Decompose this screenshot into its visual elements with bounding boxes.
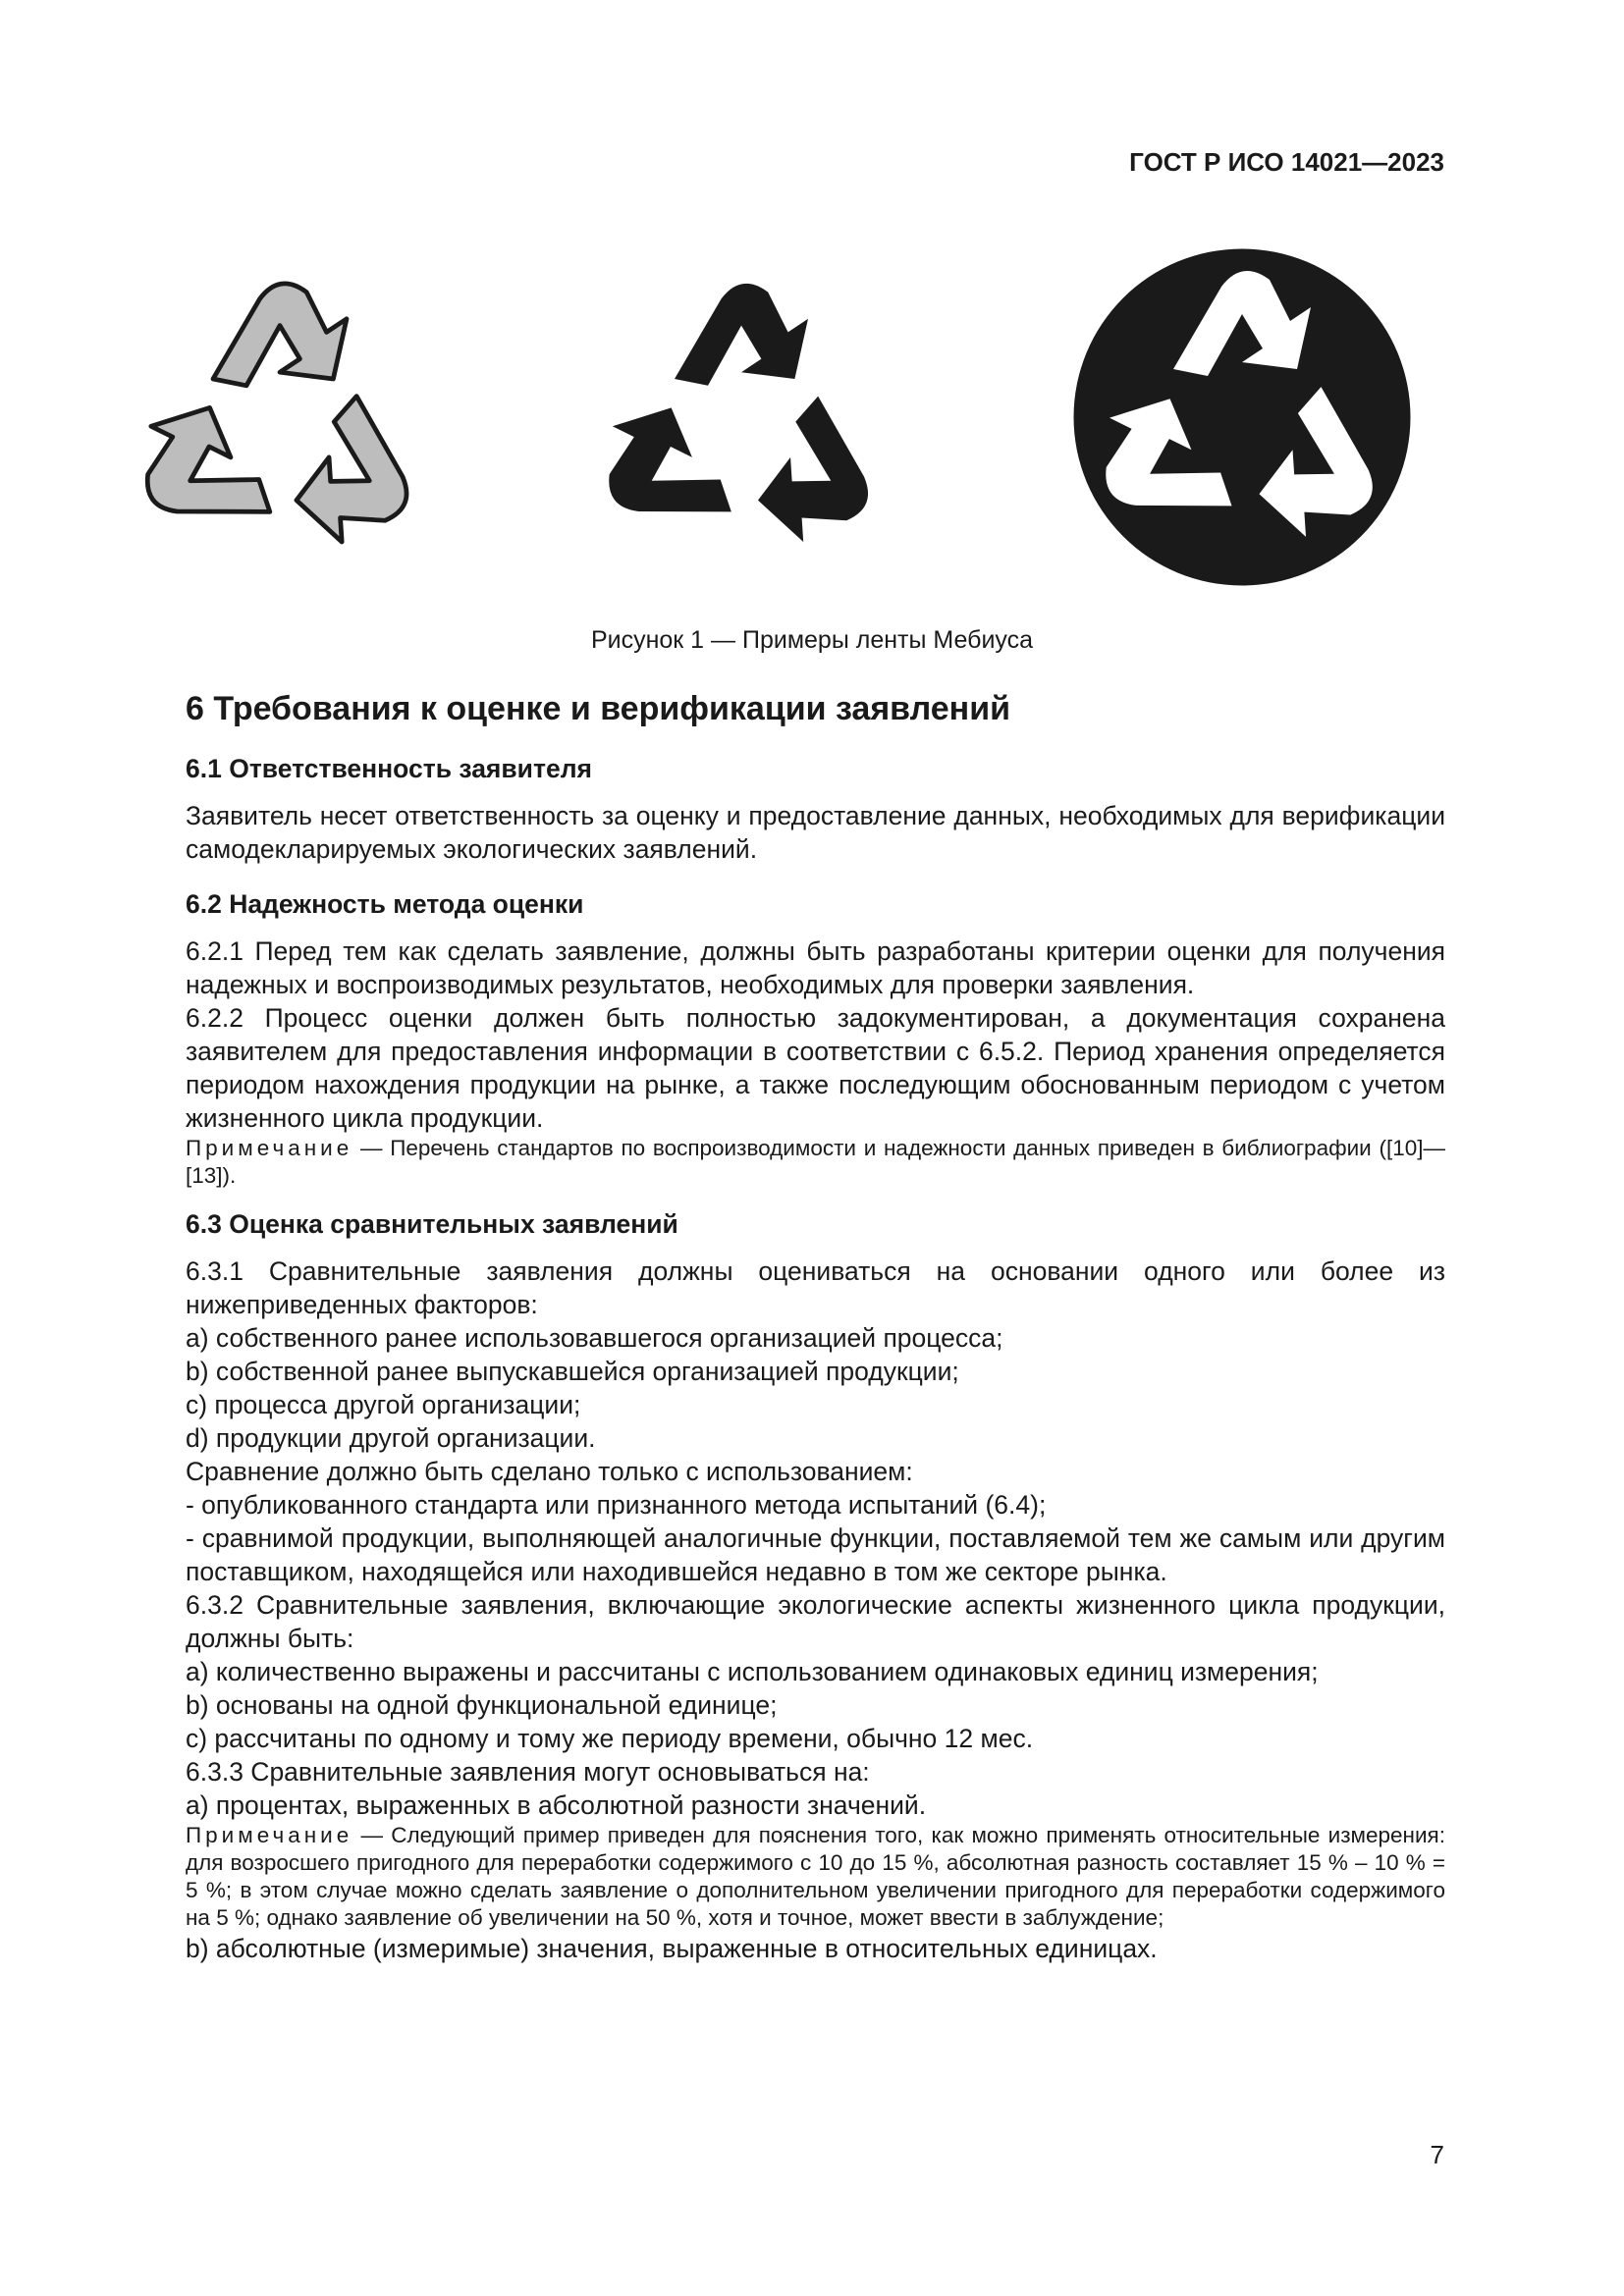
dash-item: - опубликованного стандарта или признанного метода испытаний (6.4); bbox=[186, 1490, 1047, 1520]
section-6-1-text: Заявитель несет ответственность за оценку и предоставление данных, необходимых для верификации самодекларируемых экологических заявлений. bbox=[186, 801, 1445, 864]
section-6-2-title: 6.2 Надежность метода оценки bbox=[186, 889, 584, 919]
recycle-solid-black-icon bbox=[574, 245, 908, 579]
list-item: c) рассчитаны по одному и тому же периоду времени, обычно 12 мес. bbox=[186, 1724, 1034, 1753]
list-item: b) основаны на одной функциональной единице; bbox=[186, 1690, 778, 1720]
dash-item: - сравнимой продукции, выполняющей аналогичные функции, поставляемой тем же самым или другим поставщиком, находящейся или находившейся недавно в том же секторе рынка. bbox=[186, 1523, 1445, 1586]
paragraph-6-2-2: 6.2.2 Процесс оценки должен быть полностью задокументирован, а документация сохранена заявителем для предоставления информации в соответствии с 6.5.2. Период хранения определяется периодом нахождения продукции на рынке, а также последующим обоснованным периодом с учетом жизненного цикла продукции. bbox=[186, 1003, 1445, 1133]
main-content bbox=[186, 687, 1445, 1965]
figure-mobius-examples bbox=[113, 245, 1448, 599]
paragraph-6-3-1: 6.3.1 Сравнительные заявления должны оцениваться на основании одного или более из нижеприведенных факторов: bbox=[186, 1256, 1445, 1319]
recycle-outlined-gray-icon bbox=[113, 245, 447, 579]
list-item: a) количественно выражены и рассчитаны с использованием одинаковых единиц измерения; bbox=[186, 1657, 1319, 1686]
document-code-header: ГОСТ Р ИСО 14021—2023 bbox=[1129, 147, 1444, 177]
note-text: — Следующий пример приведен для пояснения того, как можно применять относительные измерения: для возросшего пригодного для переработки содержимого с 10 до 15 %, абсолютная разность составляет 15 % – 10 % = 5 %; в этом случае можно сделать заявление о дополнительном увеличении пригодного для переработки содержимого на 5 %; однако заявление об увеличении на 50 %, хотя и точное, может ввести в заблуждение; bbox=[186, 1823, 1445, 1930]
page-number: 7 bbox=[1430, 2140, 1444, 2169]
paragraph-6-3-2: 6.3.2 Сравнительные заявления, включающие экологические аспекты жизненного цикла продукции, должны быть: bbox=[186, 1590, 1445, 1653]
paragraph-6-2-1: 6.2.1 Перед тем как сделать заявление, должны быть разработаны критерии оценки для получения надежных и воспроизводимых результатов, необходимых для проверки заявления. bbox=[186, 936, 1445, 999]
note-label: Примечание bbox=[186, 1136, 353, 1160]
list-item: d) продукции другой организации. bbox=[186, 1423, 596, 1453]
list-item: b) собственной ранее выпускавшейся организацией продукции; bbox=[186, 1357, 959, 1386]
section-6-1-title: 6.1 Ответственность заявителя bbox=[186, 754, 592, 783]
figure-caption: Рисунок 1 — Примеры ленты Мебиуса bbox=[590, 626, 1034, 654]
section-6-3-title: 6.3 Оценка сравнительных заявлений bbox=[186, 1209, 678, 1239]
list-item: a) процентах, выраженных в абсолютной разности значений. bbox=[186, 1790, 927, 1820]
list-item: c) процесса другой организации; bbox=[186, 1390, 581, 1419]
note-6-3 bbox=[186, 1822, 1445, 1932]
paragraph-6-3-3: 6.3.3 Сравнительные заявления могут основываться на: bbox=[186, 1757, 870, 1787]
note-6-2 bbox=[186, 1135, 1445, 1190]
list-item: b) абсолютные (измеримые) значения, выраженные в относительных единицах. bbox=[186, 1934, 1158, 1963]
compare-intro: Сравнение должно быть сделано только с использованием: bbox=[186, 1457, 913, 1486]
note-text: — Перечень стандартов по воспроизводимости и надежности данных приведен в библиографии ([10]—[13]). bbox=[186, 1136, 1445, 1188]
recycle-negative-circle-icon bbox=[1060, 245, 1424, 589]
note-label: Примечание bbox=[186, 1823, 353, 1847]
section-6-title: 6 Требования к оценке и верификации заявлений bbox=[186, 690, 1011, 727]
list-item: a) собственного ранее использовавшегося организацией процесса; bbox=[186, 1323, 1003, 1353]
